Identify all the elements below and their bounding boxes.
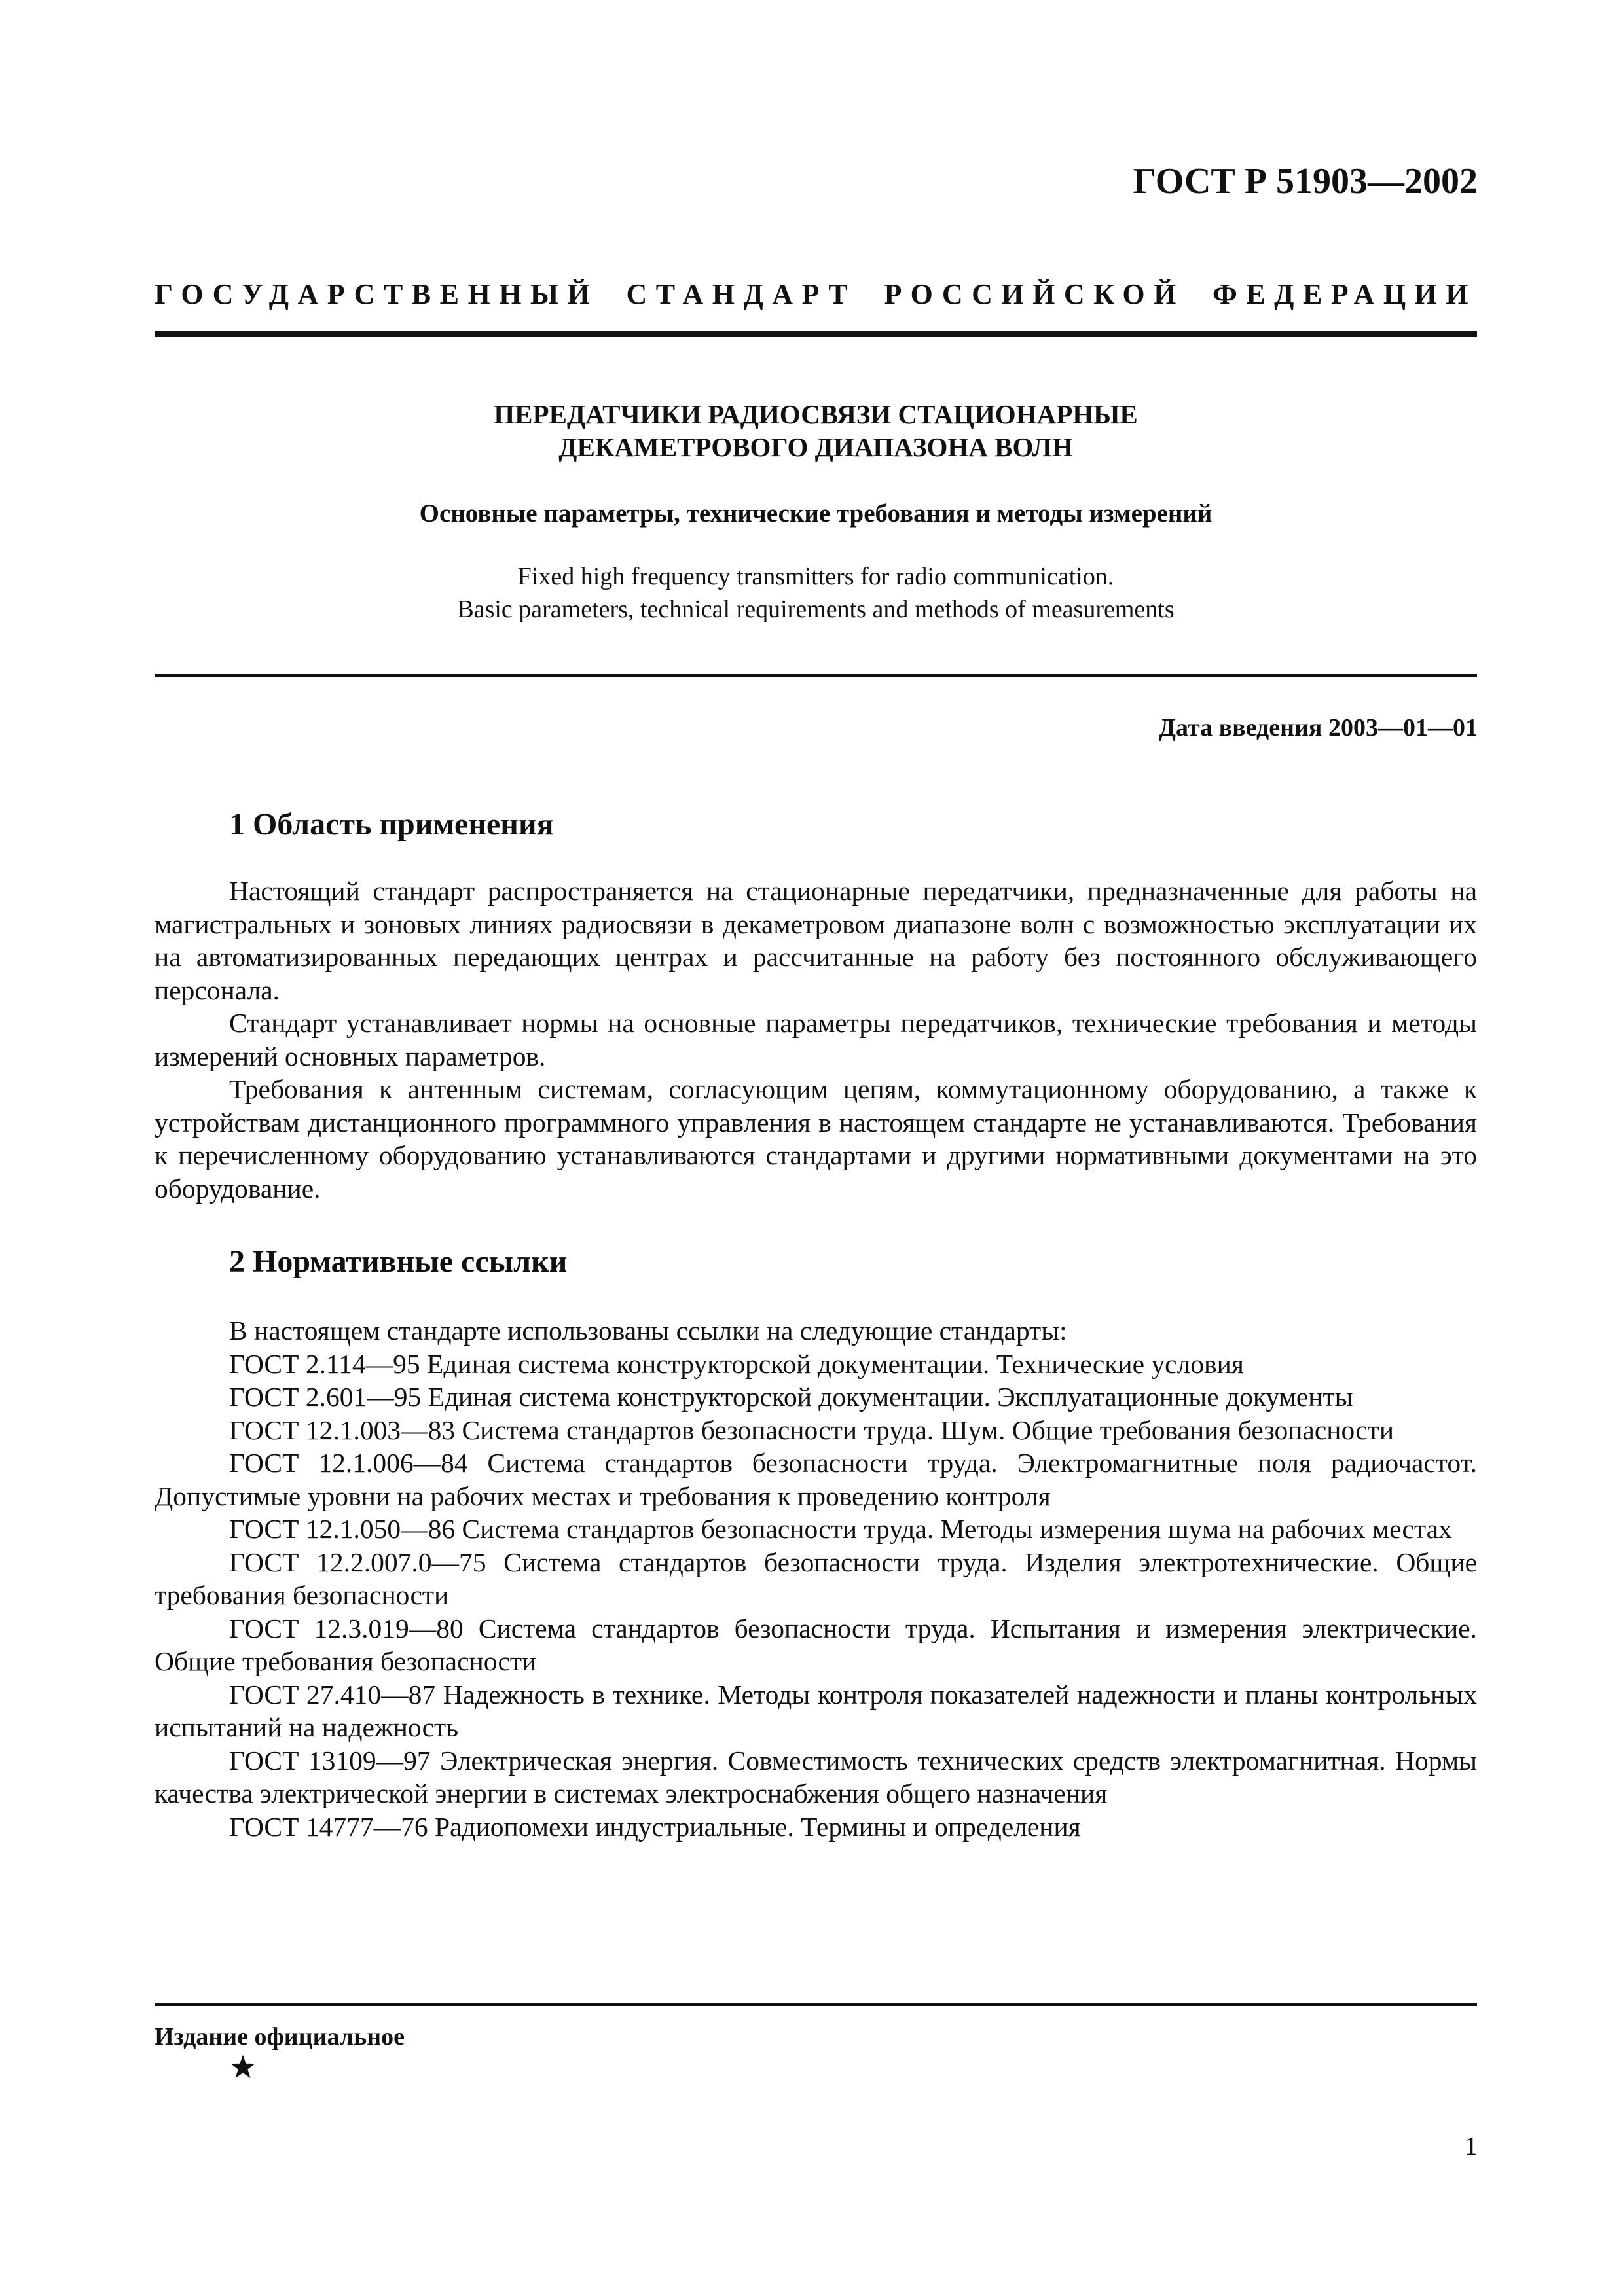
title-divider [155, 674, 1477, 677]
english-title-line-2: Basic parameters, technical requirements and methods of measurements [457, 596, 1175, 623]
section-2-body [155, 1314, 1477, 1843]
paragraph: Настоящий стандарт распространяется на стационарные передатчики, предназначенные для работы на магистральных и зоновых линиях радиосвязи в декаметровом диапазоне волн с возможностью эксплуатации их на автоматизированных передающих центрах и рассчитанные на работу без постоянного обслуживающего персонала. [155, 876, 1477, 1005]
reference-item: ГОСТ 12.3.019—80 Система стандартов безопасности труда. Испытания и измерения электрические. Общие требования безопасности [155, 1613, 1477, 1676]
official-edition-label: Издание официальное [155, 2023, 405, 2051]
paragraph: Требования к антенным системам, согласующим цепям, коммутационному оборудованию, а также к устройствам дистанционного программного управления в настоящем стандарте не устанавливаются. Требования к перечисленному оборудованию устанавливаются стандартами и другими нормативными документами на это оборудование. [155, 1074, 1477, 1204]
footer-divider [155, 2003, 1477, 2006]
title-line-1: ПЕРЕДАТЧИКИ РАДИОСВЯЗИ СТАЦИОНАРНЫЕ [494, 399, 1138, 429]
reference-item: ГОСТ 13109—97 Электрическая энергия. Совместимость технических средств электромагнитная. Нормы качества электрической энергии в системах электроснабжения общего назначения [155, 1745, 1477, 1808]
star-icon [229, 2053, 257, 2081]
paragraph: Стандарт устанавливает нормы на основные параметры передатчиков, технические требования и методы измерений основных параметров. [155, 1008, 1477, 1071]
standard-number: ГОСТ Р 51903—2002 [1133, 161, 1478, 202]
document-subtitle: Основные параметры, технические требования и методы измерений [419, 499, 1213, 528]
section-1-heading: 1 Область применения [229, 807, 554, 842]
reference-item: ГОСТ 27.410—87 Надежность в технике. Методы контроля показателей надежности и планы контрольных испытаний на надежность [155, 1679, 1477, 1742]
section-2-heading: 2 Нормативные ссылки [229, 1244, 568, 1279]
introduction-date: Дата введения 2003—01—01 [1158, 714, 1478, 742]
reference-item: ГОСТ 14777—76 Радиопомехи индустриальные. Термины и определения [229, 1811, 1081, 1842]
english-title-line-1: Fixed high frequency transmitters for radio communication. [517, 563, 1114, 590]
page-number: 1 [1465, 2131, 1478, 2161]
header-divider [155, 331, 1477, 337]
document-title [155, 398, 1477, 463]
reference-item: ГОСТ 12.2.007.0—75 Система стандартов безопасности труда. Изделия электротехнические. Общие требования безопасности [155, 1547, 1477, 1610]
paragraph: В настоящем стандарте использованы ссылки на следующие стандарты: [229, 1316, 1067, 1346]
reference-item: ГОСТ 2.601—95 Единая система конструкторской документации. Эксплуатационные документы [229, 1382, 1353, 1412]
reference-item: ГОСТ 12.1.050—86 Система стандартов безопасности труда. Методы измерения шума на рабочих местах [229, 1514, 1452, 1544]
section-1-body [155, 874, 1477, 1205]
state-standard-header: ГОСУДАРСТВЕННЫЙ СТАНДАРТ РОССИЙСКОЙ ФЕДЕРАЦИИ [155, 278, 1477, 310]
reference-item: ГОСТ 12.1.003—83 Система стандартов безопасности труда. Шум. Общие требования безопасности [229, 1414, 1395, 1445]
reference-item: ГОСТ 2.114—95 Единая система конструкторской документации. Технические условия [229, 1348, 1244, 1379]
english-title [155, 560, 1477, 626]
title-line-2: ДЕКАМЕТРОВОГО ДИАПАЗОНА ВОЛН [558, 432, 1073, 462]
reference-item: ГОСТ 12.1.006—84 Система стандартов безопасности труда. Электромагнитные поля радиочастот. Допустимые уровни на рабочих местах и требования к проведению контроля [155, 1448, 1477, 1511]
